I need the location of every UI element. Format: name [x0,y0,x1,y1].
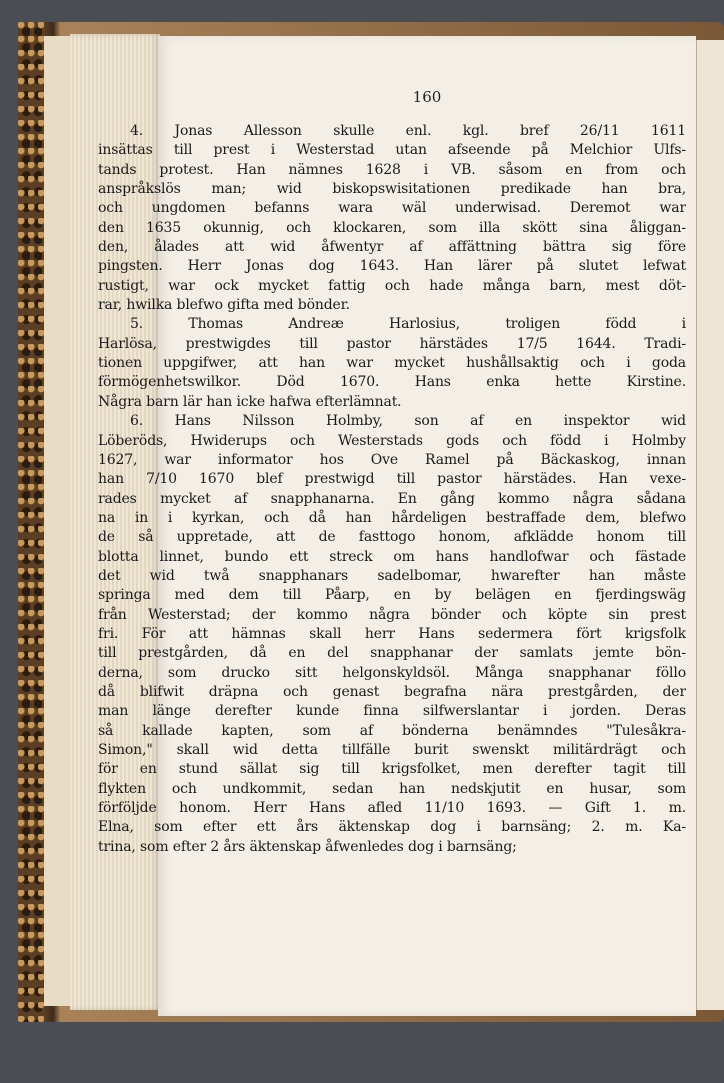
text-line: den 1635 okunnig, och klockaren, som illa skött sina åliggan- [98,219,686,236]
text-line: derna, som drucko sitt helgonskyldsöl. Många snapphanar föllo [98,664,686,681]
text-line: 5. Thomas Andreæ Harlosius, troligen född i [130,316,686,333]
text-line: de så uppretade, att de fasttogo honom, afklädde honom till [98,529,686,546]
marbled-cover-edge [18,22,44,1022]
text-line: trina, som efter 2 års äktenskap åfwenledes dog i barnsäng; [98,838,517,855]
text-line: och ungdomen befanns wara wäl underwisad. Deremot war [98,200,686,217]
text-line: springa med dem till Påarp, en by belägen en fjerdingswäg [98,587,686,604]
next-page-edge [696,40,724,1010]
text-line: Simon," skall wid detta tillfälle burit swenskt militärdrägt och [98,742,686,758]
text-line: insättas till prest i Westerstad utan afseende på Melchior Ulfs- [98,142,686,159]
text-line: rades mycket af snapphanarna. En gång kommo några sådana [98,490,686,507]
text-line: det wid twå snapphanars sadelbomar, hwarefter han måste [98,567,686,584]
text-line: pingsten. Herr Jonas dog 1643. Han lärer på slutet lefwat [98,258,686,275]
text-line: anspråkslös man; wid biskopswisitationen predikade han bra, [98,181,686,198]
text-line: man länge derefter kunde finna silfwerslantar i jorden. Deras [98,703,686,720]
text-line: då blifwit dräpna och genast begrafna nära prestgården, der [98,683,686,700]
text-line: rustigt, war ock mycket fattig och hade många barn, mest döt- [98,277,686,294]
text-line: den, ålades att wid åfwentyr af affättning bättra sig före [98,239,686,256]
page-number: 160 [412,88,442,106]
text-line: förföljde honom. Herr Hans afled 11/10 1693. — Gift 1. m. [98,800,686,817]
text-line: flykten och undkommit, sedan han nedskjutit en husar, som [98,780,686,797]
text-line: för en stund sällat sig till krigsfolket, men derefter tagit till [98,761,686,778]
text-line: Några barn lär han icke hafwa efterlämnat. [98,393,402,410]
text-line: från Westerstad; der kommo några bönder och köpte sin prest [98,606,686,623]
text-line: 1627, war informator hos Ove Ramel på Bäckaskog, innan [98,451,686,468]
text-line: rar, hwilka blefwo gifta med bönder. [98,297,350,314]
text-line: tionen uppgifwer, att han war mycket hushållsaktig och i goda [98,355,686,372]
page-text [98,122,686,857]
text-line: na in i kyrkan, och då han hårdeligen bestraffade dem, blefwo [98,509,686,526]
text-line: Löberöds, Hwiderups och Westerstads gods och född i Holmby [98,432,686,449]
text-line: han 7/10 1670 blef prestwigd till pastor härstädes. Han vexe- [98,471,686,488]
text-line: Harlösa, prestwigdes till pastor härstädes 17/5 1644. Tradi- [98,335,686,352]
text-line: förmögenhetswilkor. Död 1670. Hans enka hette Kirstine. [98,374,686,391]
text-line: 4. Jonas Allesson skulle enl. kgl. bref 26/11 1611 [130,123,686,139]
text-line: 6. Hans Nilsson Holmby, son af en inspektor wid [130,413,686,430]
text-line: så kallade kapten, som af bönderna benämndes "Tulesåkra- [98,722,686,739]
text-line: fri. För att hämnas skall herr Hans sedermera fört krigsfolk [98,625,686,642]
text-line: till prestgården, då en del snapphanar der samlats jemte bön- [98,645,686,662]
text-line: Elna, som efter ett års äktenskap dog i barnsäng; 2. m. Ka- [98,819,686,836]
text-line: blotta linnet, bundo ett streck om hans handlofwar och fästade [98,548,686,565]
text-line: tands protest. Han nämnes 1628 i VB. såsom en from och [98,161,686,178]
